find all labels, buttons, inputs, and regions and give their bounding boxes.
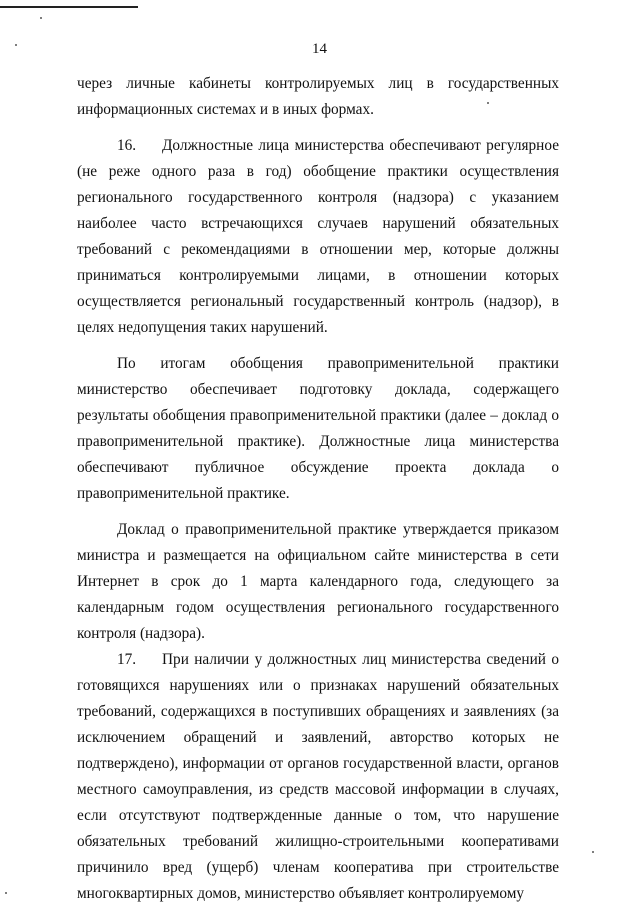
paragraph-report (77, 517, 559, 647)
scan-speck (40, 17, 42, 19)
paragraph-17 (77, 647, 559, 907)
paragraph-number: 17. (117, 651, 137, 668)
document-body (77, 71, 559, 907)
scan-speck (5, 892, 7, 894)
paragraph-text: через личные кабинеты контролируемых лиц в государственных информационных системах и в иных формах. (77, 75, 559, 118)
top-rule (0, 6, 138, 8)
paragraph-summary (77, 351, 559, 507)
paragraph-text: Должностные лица министерства обеспечивают регулярное (не реже одного раза в год) обобщение практики осуществления регионального государственного контроля (надзора) с указанием наиболее часто встречающихся случаев нарушений обязательных требований с рекомендациями в отношении мер, которые должны приниматься контролируемыми лицами, в отношении которых осуществляется региональный государственный контроль (надзор), в целях недопущения таких нарушений. (77, 137, 559, 336)
paragraph-text: Доклад о правоприменительной практике утверждается приказом министра и размещается на официальном сайте министерства в сети Интернет в срок до 1 марта календарного года, следующего за календарным годом осуществления регионального государственного контроля (надзора). (77, 521, 559, 642)
paragraph-text: При наличии у должностных лиц министерства сведений о готовящихся нарушениях или о признаках нарушений обязательных требований, содержащихся в поступивших обращениях и заявлениях (за исключением обращений и заявлений, авторство которых не подтверждено), информации от органов государственной власти, органов местного самоуправления, из средств массовой информации в случаях, если отсутствуют подтвержденные данные о том, что нарушение обязательных требований жилищно-строительными кооперативами причинило вред (ущерб) членам кооператива при строительстве многоквартирных домов, министерство объявляет контролируемому (77, 651, 559, 902)
page-number: 14 (312, 41, 327, 57)
scan-speck (592, 851, 594, 853)
paragraph-text: По итогам обобщения правоприменительной практики министерство обеспечивает подготовку доклада, содержащего результаты обобщения правоприменительной практики (далее – доклад о правоприменительной практике). Должностные лица министерства обеспечивают публичное обсуждение проекта доклада о правоприменительной практике. (77, 355, 559, 502)
paragraph-16 (77, 133, 559, 341)
paragraph-continuation (77, 71, 559, 123)
paragraph-number: 16. (117, 137, 137, 154)
